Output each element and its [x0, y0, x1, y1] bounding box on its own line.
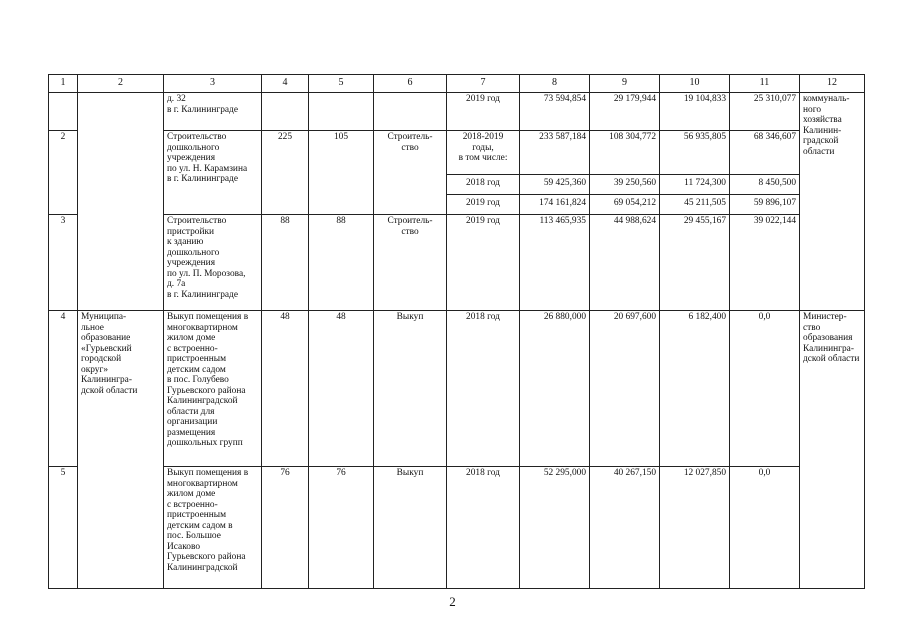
table-cell: 73 594,854: [520, 93, 590, 131]
table-cell: 105: [309, 131, 374, 215]
table-cell: Выкуп: [374, 311, 447, 467]
table-cell: [262, 93, 309, 131]
header-cell: 2: [78, 75, 164, 93]
table-cell: коммуналь- ного хозяйства Калинин- градской области: [800, 93, 865, 311]
table-cell: 88: [262, 215, 309, 311]
header-cell: 5: [309, 75, 374, 93]
table-cell: 0,0: [730, 311, 800, 467]
table-cell: Выкуп помещения в многоквартирном жилом доме с встроенно- пристроенным детским садом в пос. Большое Исаково Гурьевского района Калининградской: [164, 467, 262, 589]
table-cell: 76: [262, 467, 309, 589]
table-cell: 29 179,944: [590, 93, 660, 131]
table-cell: 26 880,000: [520, 311, 590, 467]
header-cell: 9: [590, 75, 660, 93]
table-cell: 2019 год: [447, 93, 520, 131]
table-cell: 69 054,212: [590, 195, 660, 215]
table-cell: 59 896,107: [730, 195, 800, 215]
table-cell: 2019 год: [447, 195, 520, 215]
table-cell: 56 935,805: [660, 131, 730, 175]
table-cell: [78, 93, 164, 311]
table-cell: 45 211,505: [660, 195, 730, 215]
row-number: 2: [49, 131, 78, 215]
table-cell: 19 104,833: [660, 93, 730, 131]
table-cell: Выкуп: [374, 467, 447, 589]
table-cell: 11 724,300: [660, 175, 730, 195]
table-cell: 25 310,077: [730, 93, 800, 131]
row-number: 5: [49, 467, 78, 589]
table-cell: д. 32 в г. Калининграде: [164, 93, 262, 131]
data-table: [48, 74, 865, 589]
table-cell: 29 455,167: [660, 215, 730, 311]
table-cell: [49, 93, 78, 131]
table-row: [49, 93, 865, 131]
table-row: [49, 311, 865, 467]
header-cell: 11: [730, 75, 800, 93]
header-cell: 7: [447, 75, 520, 93]
table-row: [49, 467, 865, 589]
row-number: 4: [49, 311, 78, 467]
table-cell: 44 988,624: [590, 215, 660, 311]
table-cell: 48: [309, 311, 374, 467]
table-cell: Строитель- ство: [374, 215, 447, 311]
header-cell: 6: [374, 75, 447, 93]
table-cell: 2018 год: [447, 311, 520, 467]
table-cell: 12 027,850: [660, 467, 730, 589]
table-cell: 225: [262, 131, 309, 215]
table-cell: 76: [309, 467, 374, 589]
row-number: 3: [49, 215, 78, 311]
table-cell: 48: [262, 311, 309, 467]
table-cell: 113 465,935: [520, 215, 590, 311]
table-cell: 68 346,607: [730, 131, 800, 175]
table-row: [49, 215, 865, 311]
table-cell: 2018 год: [447, 467, 520, 589]
table-cell: 39 022,144: [730, 215, 800, 311]
page-number: 2: [449, 594, 456, 609]
table-cell: [374, 93, 447, 131]
header-cell: 3: [164, 75, 262, 93]
table-cell: 88: [309, 215, 374, 311]
header-cell: 4: [262, 75, 309, 93]
header-cell: 10: [660, 75, 730, 93]
table-cell: 59 425,360: [520, 175, 590, 195]
table-cell: 39 250,560: [590, 175, 660, 195]
table-row: [49, 131, 865, 175]
table-cell: [309, 93, 374, 131]
table-cell: 233 587,184: [520, 131, 590, 175]
table-cell: 40 267,150: [590, 467, 660, 589]
table-cell: 0,0: [730, 467, 800, 589]
table-cell: Муниципа- льное образование «Гурьевский городской округ» Калинингра- дской области: [78, 311, 164, 589]
header-cell: 1: [49, 75, 78, 93]
table-cell: 52 295,000: [520, 467, 590, 589]
table-cell: Министер- ство образования Калинингра- дской области: [800, 311, 865, 589]
table-cell: 108 304,772: [590, 131, 660, 175]
table-cell: 2018-2019 годы, в том числе:: [447, 131, 520, 175]
table-cell: 2018 год: [447, 175, 520, 195]
table-cell: Строительство пристройки к зданию дошкольного учреждения по ул. П. Морозова, д. 7а в г. Калининграде: [164, 215, 262, 311]
table-cell: Строительство дошкольного учреждения по ул. Н. Карамзина в г. Калининграде: [164, 131, 262, 215]
table-cell: 8 450,500: [730, 175, 800, 195]
table-cell: 6 182,400: [660, 311, 730, 467]
header-cell: 8: [520, 75, 590, 93]
table-cell: Строитель- ство: [374, 131, 447, 215]
header-row: [49, 75, 865, 93]
table-cell: 20 697,600: [590, 311, 660, 467]
table-cell: 174 161,824: [520, 195, 590, 215]
table-cell: 2019 год: [447, 215, 520, 311]
header-cell: 12: [800, 75, 865, 93]
table-cell: Выкуп помещения в многоквартирном жилом доме с встроенно- пристроенным детским садом в пос. Голубево Гурьевского района Калининградской области для организации размещения дошкольных групп: [164, 311, 262, 467]
